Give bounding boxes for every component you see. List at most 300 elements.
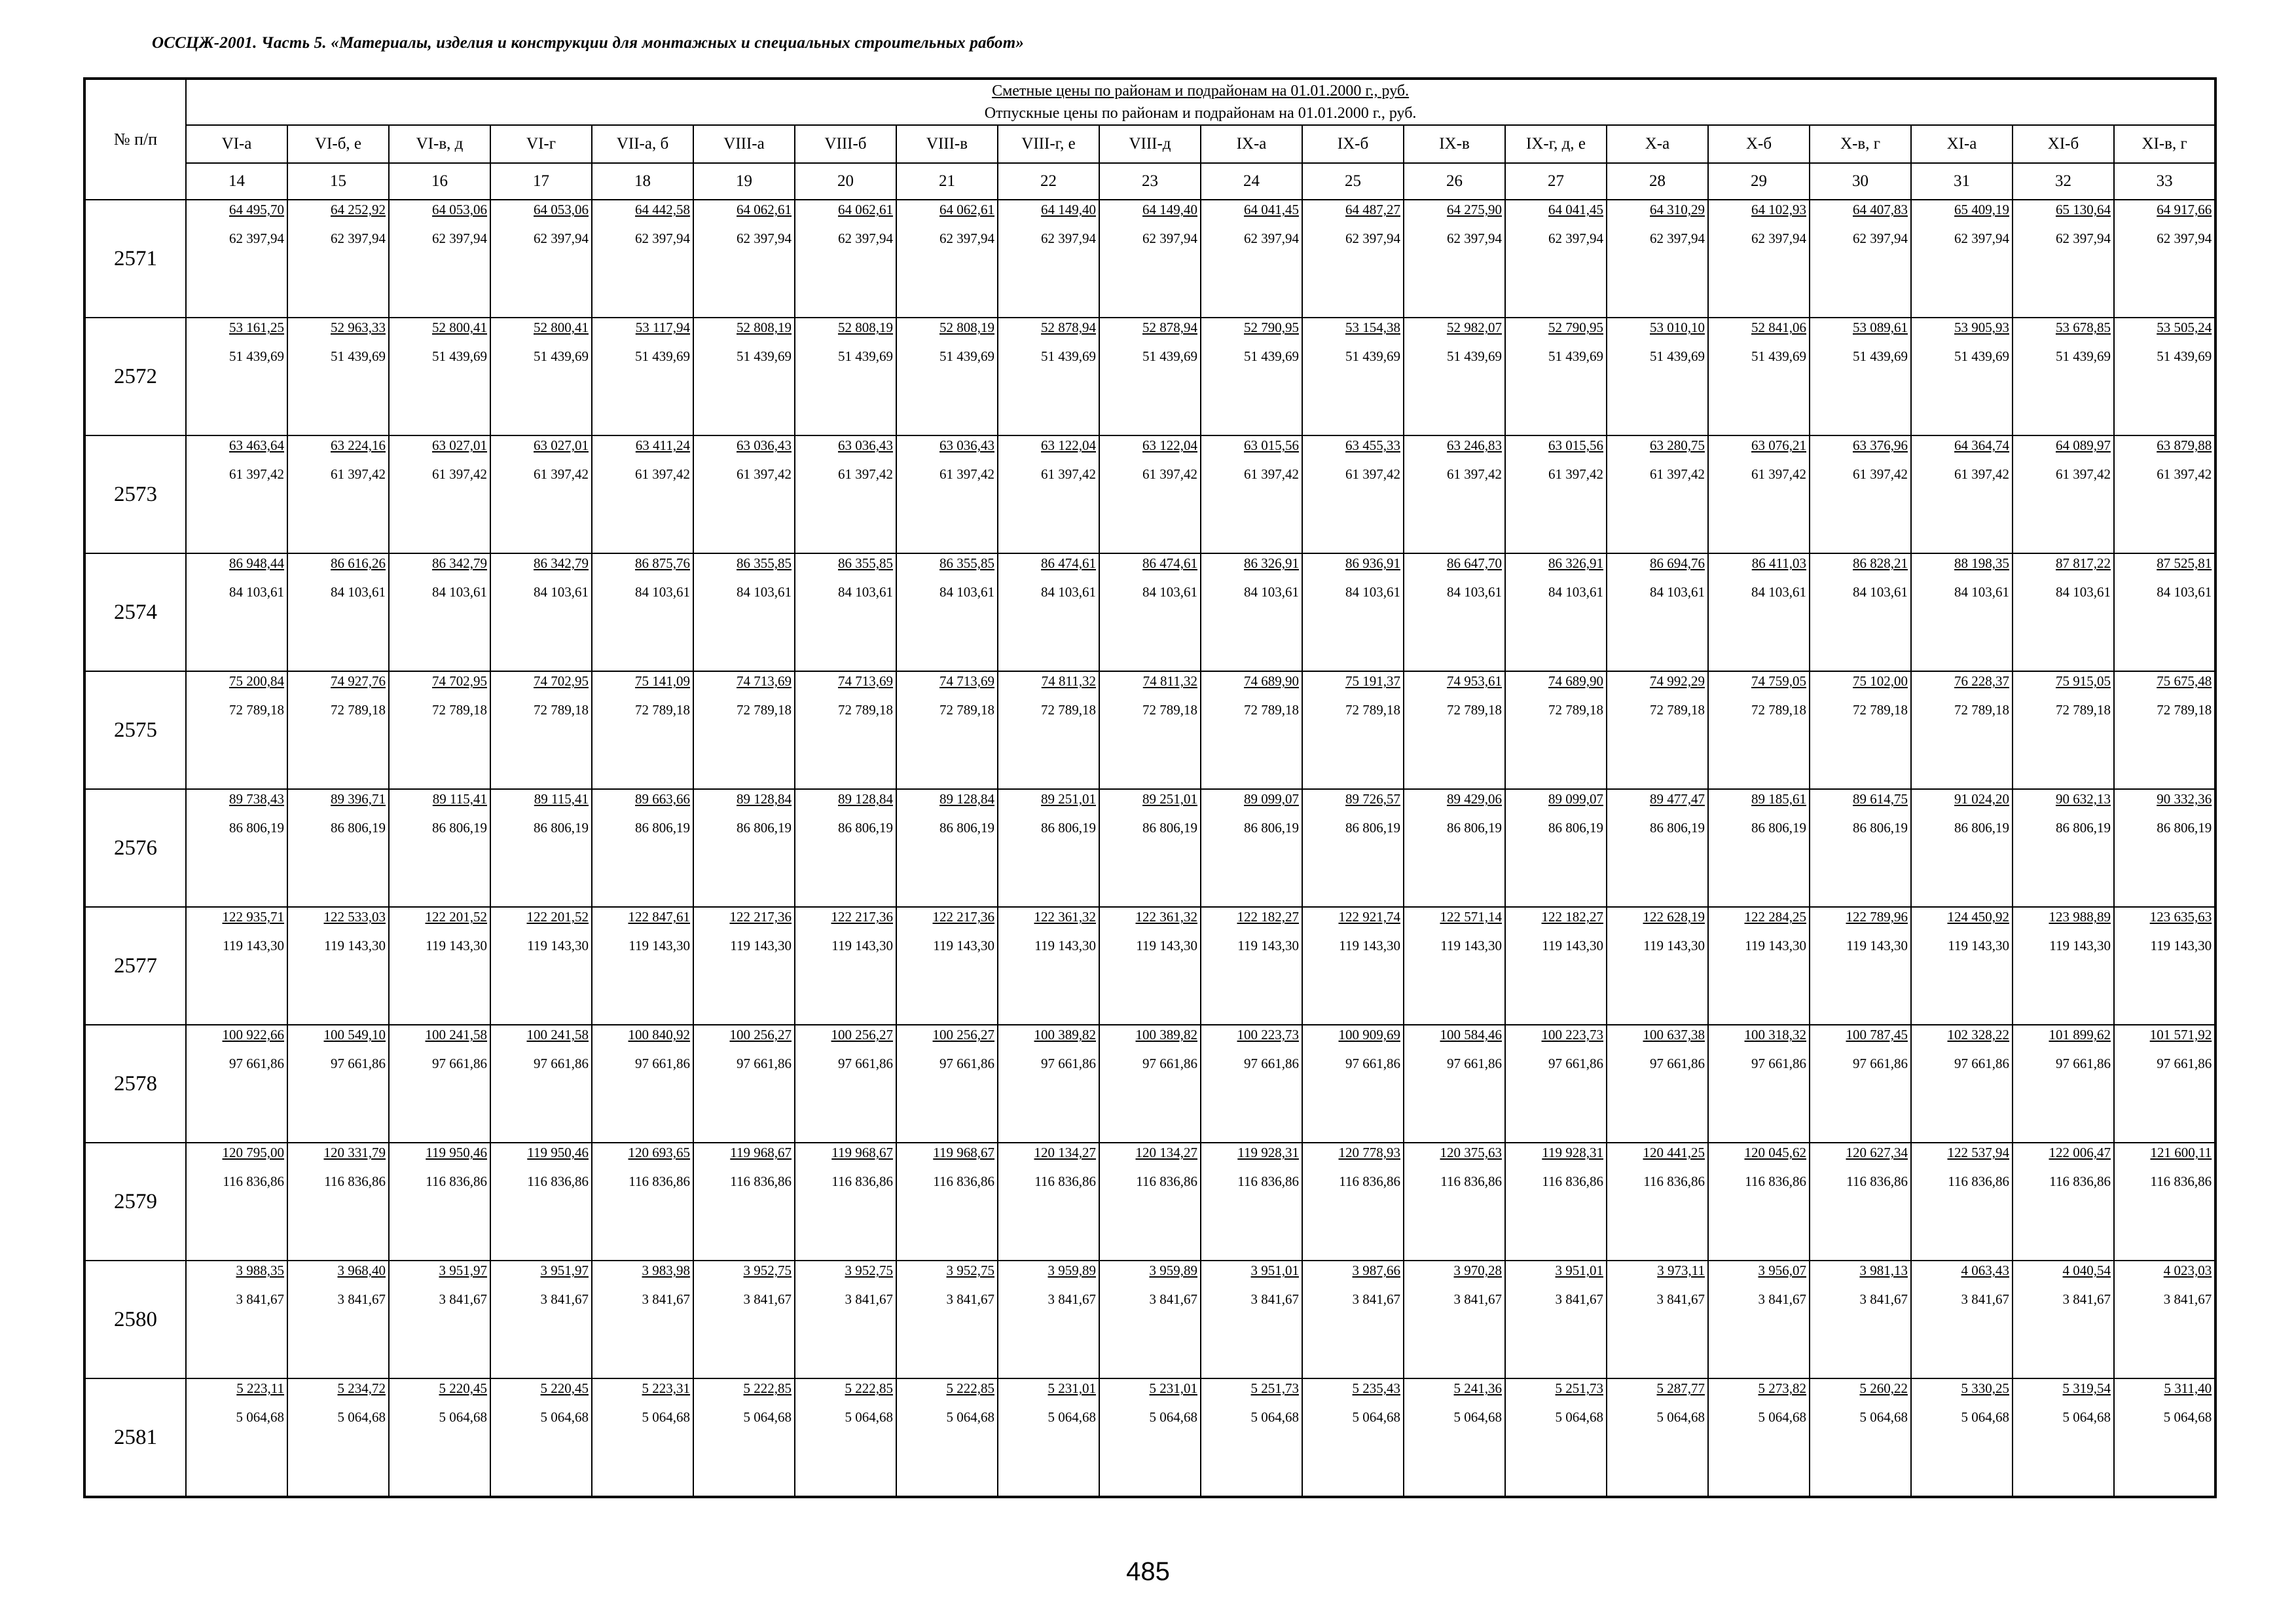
price-cell [389, 907, 490, 1025]
estimate-price: 100 389,82 [1034, 1027, 1096, 1043]
release-price: 61 397,42 [1650, 466, 1705, 482]
estimate-price: 122 921,74 [1338, 909, 1400, 925]
price-cell [2114, 553, 2215, 671]
estimate-price: 86 342,79 [534, 555, 589, 571]
release-price: 86 806,19 [2157, 820, 2212, 836]
estimate-price: 64 062,61 [838, 202, 893, 217]
row-number: 2581 [84, 1378, 186, 1497]
release-price: 84 103,61 [1142, 584, 1197, 600]
estimate-price: 123 988,89 [2049, 909, 2111, 925]
price-cell [1302, 318, 1404, 435]
estimate-price: 52 808,19 [838, 320, 893, 335]
release-price: 51 439,69 [2056, 348, 2111, 364]
price-cell [1607, 789, 1708, 907]
estimate-price: 74 811,32 [1142, 673, 1197, 689]
table-row [84, 435, 2215, 553]
price-cell [287, 1025, 389, 1143]
price-cell [1505, 553, 1607, 671]
price-cell [592, 318, 693, 435]
region-header: XI-а [1911, 125, 2013, 163]
estimate-price: 75 675,48 [2157, 673, 2212, 689]
price-cell [592, 1143, 693, 1261]
release-price: 62 397,94 [737, 231, 792, 246]
table-row [84, 671, 2215, 789]
estimate-price: 120 331,79 [323, 1145, 386, 1160]
estimate-price: 52 982,07 [1447, 320, 1502, 335]
column-number: 31 [1911, 163, 2013, 200]
price-cell [1505, 1143, 1607, 1261]
release-price: 119 143,30 [1542, 938, 1603, 953]
price-cell [1708, 200, 1810, 318]
price-cell [592, 907, 693, 1025]
release-price: 51 439,69 [737, 348, 792, 364]
release-price: 84 103,61 [737, 584, 792, 600]
price-cell [2114, 671, 2215, 789]
estimate-price: 64 149,40 [1142, 202, 1197, 217]
row-number: 2577 [84, 907, 186, 1025]
price-cell [490, 1378, 592, 1497]
release-price: 51 439,69 [1751, 348, 1806, 364]
price-cell [1201, 1143, 1302, 1261]
price-cell [1099, 318, 1201, 435]
row-number: 2574 [84, 553, 186, 671]
price-cell [795, 1378, 896, 1497]
price-cell [287, 1378, 389, 1497]
release-price: 97 661,86 [331, 1056, 386, 1071]
price-cell [1201, 671, 1302, 789]
price-cell [1302, 907, 1404, 1025]
price-table [83, 77, 2217, 1498]
release-price: 86 806,19 [1041, 820, 1096, 836]
region-header: XI-б [2013, 125, 2114, 163]
release-price: 116 836,86 [1339, 1173, 1400, 1189]
estimate-price: 63 015,56 [1244, 437, 1299, 453]
estimate-price: 65 409,19 [1954, 202, 2009, 217]
estimate-price: 4 023,03 [2163, 1263, 2212, 1278]
estimate-price: 122 361,32 [1034, 909, 1096, 925]
release-price: 86 806,19 [534, 820, 589, 836]
estimate-price: 3 973,11 [1657, 1263, 1705, 1278]
release-price: 97 661,86 [2056, 1056, 2111, 1071]
price-cell [186, 1378, 287, 1497]
release-price: 86 806,19 [331, 820, 386, 836]
column-number: 14 [186, 163, 287, 200]
estimate-price: 89 663,66 [635, 791, 690, 807]
estimate-price: 74 713,69 [737, 673, 792, 689]
release-price: 5 064,68 [1250, 1409, 1299, 1425]
price-cell [1505, 671, 1607, 789]
estimate-price: 63 879,88 [2157, 437, 2212, 453]
region-header: X-б [1708, 125, 1810, 163]
column-number: 28 [1607, 163, 1708, 200]
estimate-price: 64 364,74 [1954, 437, 2009, 453]
release-price-title: Отпускные цены по районам и подрайонам на 01.01.2000 г., руб. [984, 105, 1417, 122]
price-cell [490, 671, 592, 789]
estimate-price: 119 968,67 [933, 1145, 994, 1160]
release-price: 86 806,19 [1548, 820, 1603, 836]
price-cell [2114, 435, 2215, 553]
release-price: 116 836,86 [1643, 1173, 1705, 1189]
release-price: 3 841,67 [540, 1291, 589, 1307]
release-price: 3 841,67 [337, 1291, 386, 1307]
estimate-price: 63 411,24 [635, 437, 690, 453]
release-price: 86 806,19 [838, 820, 893, 836]
price-cell [2114, 1378, 2215, 1497]
column-number: 16 [389, 163, 490, 200]
estimate-price: 63 280,75 [1650, 437, 1705, 453]
region-header-row [84, 125, 2215, 163]
release-price: 5 064,68 [1048, 1409, 1096, 1425]
price-cell [1099, 553, 1201, 671]
estimate-price: 86 326,91 [1548, 555, 1603, 571]
release-price: 61 397,42 [1345, 466, 1400, 482]
estimate-price: 63 027,01 [432, 437, 487, 453]
estimate-price: 89 128,84 [838, 791, 893, 807]
price-cell [2114, 789, 2215, 907]
estimate-price: 52 808,19 [737, 320, 792, 335]
release-price: 97 661,86 [1345, 1056, 1400, 1071]
release-price: 5 064,68 [540, 1409, 589, 1425]
estimate-price: 64 053,06 [534, 202, 589, 217]
price-cell [1505, 1378, 1607, 1497]
release-price: 72 789,18 [737, 702, 792, 718]
price-cell [896, 1143, 998, 1261]
release-price: 62 397,94 [1142, 231, 1197, 246]
release-price: 84 103,61 [2056, 584, 2111, 600]
release-price: 97 661,86 [534, 1056, 589, 1071]
estimate-price: 3 987,66 [1352, 1263, 1400, 1278]
estimate-price: 5 251,73 [1555, 1380, 1603, 1396]
price-cell [1302, 200, 1404, 318]
estimate-price: 86 411,03 [1751, 555, 1806, 571]
release-price: 3 841,67 [1555, 1291, 1603, 1307]
estimate-price: 122 182,27 [1541, 909, 1603, 925]
estimate-price: 89 099,07 [1244, 791, 1299, 807]
estimate-price: 5 260,22 [1859, 1380, 1908, 1396]
price-cell [2114, 318, 2215, 435]
price-cell [592, 1261, 693, 1378]
price-cell [795, 200, 896, 318]
estimate-price: 86 948,44 [229, 555, 284, 571]
price-cell [592, 200, 693, 318]
row-number: 2580 [84, 1261, 186, 1378]
row-number: 2576 [84, 789, 186, 907]
estimate-price: 64 062,61 [737, 202, 792, 217]
estimate-price: 4 063,43 [1961, 1263, 2009, 1278]
release-price: 97 661,86 [1244, 1056, 1299, 1071]
estimate-price: 63 376,96 [1853, 437, 1908, 453]
price-cell [2114, 200, 2215, 318]
estimate-price: 87 817,22 [2056, 555, 2111, 571]
estimate-price: 119 928,31 [1237, 1145, 1299, 1160]
release-price: 84 103,61 [1853, 584, 1908, 600]
release-price: 5 064,68 [946, 1409, 994, 1425]
price-cell [998, 1378, 1099, 1497]
estimate-price: 3 952,75 [946, 1263, 994, 1278]
price-cell [1099, 1025, 1201, 1143]
release-price: 84 103,61 [1954, 584, 2009, 600]
release-price: 61 397,42 [331, 466, 386, 482]
release-price: 61 397,42 [939, 466, 994, 482]
estimate-price: 74 992,29 [1650, 673, 1705, 689]
estimate-price: 100 922,66 [222, 1027, 284, 1043]
estimate-price: 53 678,85 [2056, 320, 2111, 335]
estimate-price: 5 330,25 [1961, 1380, 2009, 1396]
estimate-price: 52 841,06 [1751, 320, 1806, 335]
release-price: 86 806,19 [939, 820, 994, 836]
release-price: 84 103,61 [1548, 584, 1603, 600]
price-cell [1911, 789, 2013, 907]
estimate-price: 53 089,61 [1853, 320, 1908, 335]
price-cell [1911, 1025, 2013, 1143]
estimate-price: 122 284,25 [1744, 909, 1806, 925]
estimate-price: 121 600,11 [2150, 1145, 2212, 1160]
release-price: 61 397,42 [737, 466, 792, 482]
estimate-price: 122 217,36 [932, 909, 994, 925]
price-cell [287, 671, 389, 789]
estimate-price: 122 201,52 [425, 909, 487, 925]
price-cell [1404, 318, 1505, 435]
price-cell [1607, 671, 1708, 789]
release-price: 97 661,86 [2157, 1056, 2212, 1071]
estimate-price: 74 759,05 [1751, 673, 1806, 689]
estimate-price: 63 076,21 [1751, 437, 1806, 453]
estimate-price: 89 396,71 [331, 791, 386, 807]
price-cell [389, 1261, 490, 1378]
release-price: 61 397,42 [1142, 466, 1197, 482]
price-cell [2013, 435, 2114, 553]
price-cell [1404, 1143, 1505, 1261]
price-cell [1404, 1378, 1505, 1497]
release-price: 5 064,68 [1656, 1409, 1705, 1425]
estimate-price: 76 228,37 [1954, 673, 2009, 689]
num-header: № п/п [84, 79, 186, 200]
release-price: 116 836,86 [1948, 1173, 2009, 1189]
estimate-price: 74 713,69 [939, 673, 994, 689]
release-price: 3 841,67 [1758, 1291, 1806, 1307]
release-price: 72 789,18 [1853, 702, 1908, 718]
price-cell [795, 553, 896, 671]
release-price: 5 064,68 [845, 1409, 893, 1425]
release-price: 72 789,18 [635, 702, 690, 718]
release-price: 97 661,86 [432, 1056, 487, 1071]
estimate-price: 101 571,92 [2149, 1027, 2212, 1043]
price-cell [490, 1261, 592, 1378]
estimate-price: 64 053,06 [432, 202, 487, 217]
price-cell [1201, 200, 1302, 318]
estimate-price: 120 441,25 [1643, 1145, 1705, 1160]
estimate-price: 100 223,73 [1541, 1027, 1603, 1043]
estimate-price: 52 790,95 [1548, 320, 1603, 335]
release-price: 72 789,18 [1548, 702, 1603, 718]
release-price: 62 397,94 [838, 231, 893, 246]
estimate-price: 5 222,85 [845, 1380, 893, 1396]
price-cell [2013, 1378, 2114, 1497]
estimate-price: 100 241,58 [526, 1027, 589, 1043]
release-price: 84 103,61 [939, 584, 994, 600]
estimate-price: 120 045,62 [1744, 1145, 1806, 1160]
price-cell [592, 435, 693, 553]
estimate-price: 74 702,95 [534, 673, 589, 689]
estimate-price: 89 128,84 [737, 791, 792, 807]
page-header: ОССЦЖ-2001. Часть 5. «Материалы, изделия и конструкции для монтажных и специальных строительных работ» [152, 34, 1025, 52]
release-price: 116 836,86 [2049, 1173, 2111, 1189]
release-price: 61 397,42 [635, 466, 690, 482]
price-cell [287, 1143, 389, 1261]
release-price: 116 836,86 [1846, 1173, 1908, 1189]
release-price: 116 836,86 [629, 1173, 690, 1189]
estimate-price: 53 161,25 [229, 320, 284, 335]
release-price: 84 103,61 [229, 584, 284, 600]
estimate-price: 63 463,64 [229, 437, 284, 453]
estimate-price: 122 006,47 [2049, 1145, 2111, 1160]
release-price: 5 064,68 [1555, 1409, 1603, 1425]
release-price: 116 836,86 [223, 1173, 284, 1189]
release-price: 5 064,68 [743, 1409, 792, 1425]
estimate-price: 86 355,85 [737, 555, 792, 571]
release-price: 86 806,19 [1244, 820, 1299, 836]
price-cell [287, 435, 389, 553]
price-cell [389, 1025, 490, 1143]
estimate-price: 74 713,69 [838, 673, 893, 689]
price-cell [795, 1143, 896, 1261]
estimate-price: 100 637,38 [1643, 1027, 1705, 1043]
estimate-price: 122 182,27 [1237, 909, 1299, 925]
price-cell [389, 200, 490, 318]
release-price: 86 806,19 [1447, 820, 1502, 836]
estimate-price: 64 102,93 [1751, 202, 1806, 217]
release-price: 61 397,42 [2056, 466, 2111, 482]
estimate-price: 122 628,19 [1643, 909, 1705, 925]
release-price: 5 064,68 [642, 1409, 690, 1425]
region-header: VI-в, д [389, 125, 490, 163]
release-price: 62 397,94 [1751, 231, 1806, 246]
price-cell [287, 318, 389, 435]
estimate-price: 64 149,40 [1041, 202, 1096, 217]
release-price: 116 836,86 [1034, 1173, 1096, 1189]
estimate-price: 64 487,27 [1345, 202, 1400, 217]
release-price: 97 661,86 [1447, 1056, 1502, 1071]
estimate-price: 53 010,10 [1650, 320, 1705, 335]
estimate-price: 74 953,61 [1447, 673, 1502, 689]
estimate-price: 86 694,76 [1650, 555, 1705, 571]
price-cell [2114, 1261, 2215, 1378]
release-price: 51 439,69 [1447, 348, 1502, 364]
price-cell [186, 907, 287, 1025]
estimate-price: 122 789,96 [1846, 909, 1908, 925]
release-price: 119 143,30 [1846, 938, 1908, 953]
release-price: 51 439,69 [2157, 348, 2212, 364]
region-header: VIII-д [1099, 125, 1201, 163]
price-cell [896, 1025, 998, 1143]
estimate-price: 64 495,70 [229, 202, 284, 217]
release-price: 62 397,94 [534, 231, 589, 246]
release-price: 116 836,86 [324, 1173, 386, 1189]
estimate-price: 119 950,46 [527, 1145, 589, 1160]
release-price: 3 841,67 [2163, 1291, 2212, 1307]
release-price: 61 397,42 [1041, 466, 1096, 482]
price-cell [2114, 1143, 2215, 1261]
release-price: 86 806,19 [1345, 820, 1400, 836]
release-price: 61 397,42 [1244, 466, 1299, 482]
estimate-price: 64 252,92 [331, 202, 386, 217]
region-header: IX-г, д, е [1505, 125, 1607, 163]
price-cell [389, 1143, 490, 1261]
estimate-price: 119 968,67 [730, 1145, 792, 1160]
release-price: 119 143,30 [831, 938, 893, 953]
release-price: 3 841,67 [1352, 1291, 1400, 1307]
estimate-price: 63 036,43 [737, 437, 792, 453]
estimate-price: 5 234,72 [337, 1380, 386, 1396]
price-cell [2013, 1025, 2114, 1143]
release-price: 5 064,68 [1859, 1409, 1908, 1425]
price-cell [1505, 435, 1607, 553]
release-price: 116 836,86 [831, 1173, 893, 1189]
table-row [84, 553, 2215, 671]
estimate-price: 100 318,32 [1744, 1027, 1806, 1043]
price-cell [287, 1261, 389, 1378]
column-number: 22 [998, 163, 1099, 200]
release-price: 62 397,94 [1650, 231, 1705, 246]
price-cell [795, 1261, 896, 1378]
release-price: 62 397,94 [331, 231, 386, 246]
release-price: 119 143,30 [1339, 938, 1400, 953]
column-number: 33 [2114, 163, 2215, 200]
release-price: 51 439,69 [1548, 348, 1603, 364]
release-price: 3 841,67 [439, 1291, 487, 1307]
price-cell [1505, 1025, 1607, 1143]
price-cell [1911, 318, 2013, 435]
release-price: 62 397,94 [635, 231, 690, 246]
estimate-price: 89 726,57 [1345, 791, 1400, 807]
region-header: VIII-а [693, 125, 795, 163]
estimate-price: 86 342,79 [432, 555, 487, 571]
release-price: 61 397,42 [1447, 466, 1502, 482]
price-cell [1911, 435, 2013, 553]
price-cell [490, 435, 592, 553]
price-cell [998, 1143, 1099, 1261]
estimate-price: 3 951,01 [1250, 1263, 1299, 1278]
column-number-row [84, 163, 2215, 200]
price-cell [1505, 789, 1607, 907]
estimate-price: 89 251,01 [1041, 791, 1096, 807]
price-cell [1810, 789, 1911, 907]
release-price: 5 064,68 [1961, 1409, 2009, 1425]
price-cell [795, 435, 896, 553]
release-price: 61 397,42 [1548, 466, 1603, 482]
price-cell [287, 553, 389, 671]
estimate-price: 64 041,45 [1244, 202, 1299, 217]
estimate-price: 120 693,65 [628, 1145, 690, 1160]
release-price: 3 841,67 [236, 1291, 284, 1307]
region-header: XI-в, г [2114, 125, 2215, 163]
release-price: 72 789,18 [939, 702, 994, 718]
release-price: 5 064,68 [1352, 1409, 1400, 1425]
release-price: 84 103,61 [1650, 584, 1705, 600]
region-header: VIII-г, е [998, 125, 1099, 163]
release-price: 86 806,19 [432, 820, 487, 836]
column-number: 26 [1404, 163, 1505, 200]
estimate-price: 5 222,85 [743, 1380, 792, 1396]
release-price: 62 397,94 [1041, 231, 1096, 246]
release-price: 72 789,18 [1142, 702, 1197, 718]
price-cell [693, 435, 795, 553]
release-price: 119 143,30 [1643, 938, 1705, 953]
release-price: 51 439,69 [1244, 348, 1299, 364]
estimate-price: 5 220,45 [540, 1380, 589, 1396]
estimate-price: 3 970,28 [1453, 1263, 1502, 1278]
price-cell [2013, 318, 2114, 435]
